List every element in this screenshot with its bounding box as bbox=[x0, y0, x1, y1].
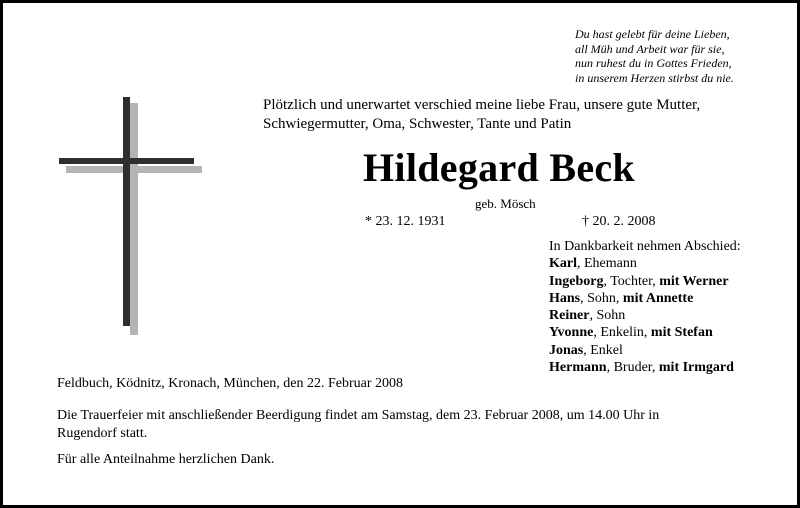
place-date: Feldbuch, Ködnitz, Kronach, München, den 22. Februar 2008 bbox=[57, 376, 404, 391]
mourner-name: Reiner bbox=[549, 308, 590, 324]
poem-line: all Müh und Arbeit war für sie, bbox=[575, 41, 725, 56]
mourner-relation: , Sohn, bbox=[580, 290, 623, 306]
death-date: † 20. 2. 2008 bbox=[582, 214, 656, 229]
poem-line: Du hast gelebt für deine Lieben, bbox=[575, 27, 730, 41]
mourner-entry bbox=[549, 342, 741, 359]
mourner-relation: , Tochter, bbox=[603, 273, 660, 289]
ceremony-line: Die Trauerfeier mit anschließender Beerdigung findet am Samstag, dem 23. Februar 2008, um 14.00 Uhr in bbox=[57, 408, 660, 423]
thanks-note: Für alle Anteilnahme herzlichen Dank. bbox=[57, 452, 275, 467]
birth-date: * 23. 12. 1931 bbox=[365, 214, 446, 229]
cross-shadow-horizontal bbox=[66, 166, 202, 173]
ceremony-line: Rugendorf statt. bbox=[57, 425, 148, 441]
mourner-name: Hermann bbox=[549, 360, 607, 376]
mourner-relation: , Bruder, bbox=[606, 360, 659, 376]
mourners-heading: In Dankbarkeit nehmen Abschied: bbox=[549, 239, 741, 254]
poem-line: in unserem Herzen stirbst du nie. bbox=[575, 70, 734, 85]
mourner-partner: mit Werner bbox=[659, 273, 729, 289]
intro-text bbox=[263, 96, 723, 134]
deceased-name: Hildegard Beck bbox=[363, 145, 635, 190]
cross-horizontal bbox=[59, 158, 194, 164]
poem-line: nun ruhest du in Gottes Frieden, bbox=[575, 56, 732, 70]
intro-line: Schwiegermutter, Oma, Schwester, Tante und Patin bbox=[263, 116, 572, 132]
mourner-name: Karl bbox=[549, 256, 577, 272]
mourner-name: Hans bbox=[549, 290, 581, 306]
mourner-entry bbox=[549, 255, 741, 272]
mourner-name: Ingeborg bbox=[549, 273, 604, 289]
mourner-entry bbox=[549, 273, 741, 290]
cross-vertical bbox=[123, 97, 130, 326]
maiden-name: geb. Mösch bbox=[475, 196, 536, 211]
mourners-list bbox=[549, 238, 741, 376]
mourner-relation: , Ehemann bbox=[577, 256, 637, 272]
mourner-entry bbox=[549, 324, 741, 341]
mourner-relation: , Enkelin, bbox=[593, 325, 651, 341]
cross-shadow-vertical bbox=[130, 103, 138, 335]
mourner-entry bbox=[549, 307, 741, 324]
intro-line: Plötzlich und unerwartet verschied meine liebe Frau, unsere gute Mutter, bbox=[263, 97, 701, 113]
mourner-name: Jonas bbox=[549, 342, 584, 358]
mourner-relation: , Enkel bbox=[583, 342, 623, 358]
mourner-relation: , Sohn bbox=[589, 308, 626, 324]
mourner-partner: mit Stefan bbox=[650, 325, 713, 341]
ceremony-notice bbox=[57, 407, 757, 442]
mourner-entries bbox=[549, 255, 741, 376]
mourner-partner: mit Annette bbox=[622, 290, 694, 306]
mourner-entry bbox=[549, 359, 741, 376]
mourner-name: Yvonne bbox=[549, 325, 594, 341]
mourner-partner: mit Irmgard bbox=[658, 360, 734, 376]
mourner-entry bbox=[549, 290, 741, 307]
